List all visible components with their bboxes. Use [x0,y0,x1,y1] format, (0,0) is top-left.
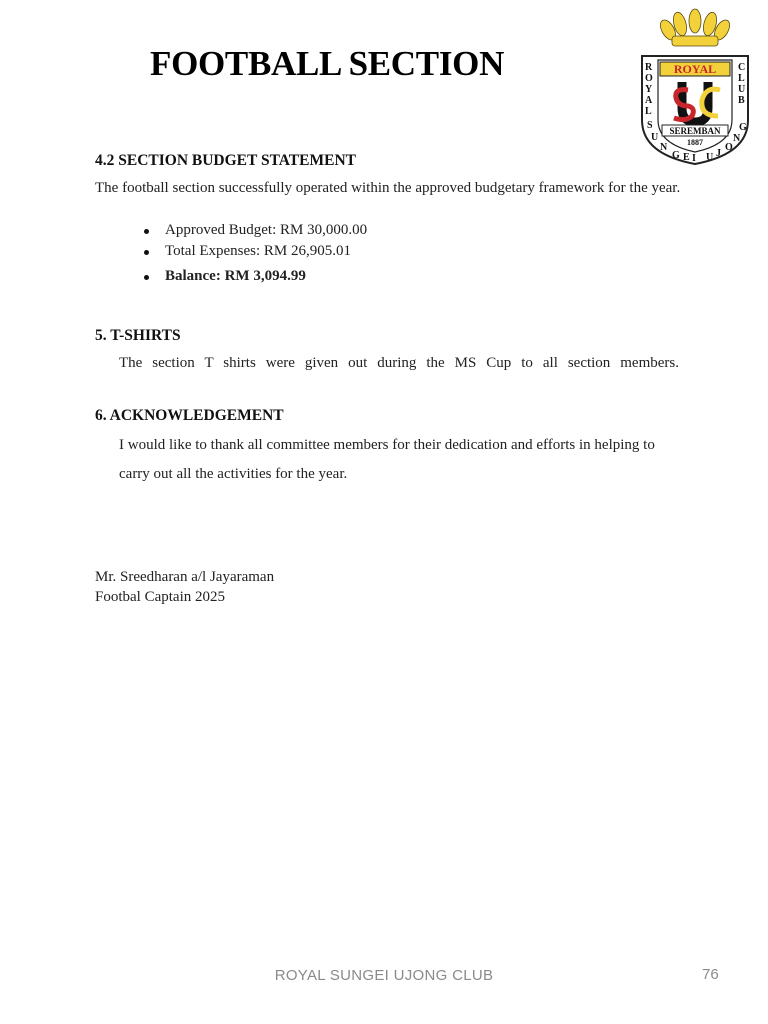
tshirts-text: The section T shirts were given out during the MS Cup to all section members. [119,355,679,371]
crest-banner-text: ROYAL [673,62,717,76]
crest-letter: L [645,106,652,117]
crest-letter: L [738,73,745,84]
crest-letter: O [725,142,733,153]
acknowledgement-heading: 6. ACKNOWLEDGEMENT [95,407,284,424]
crest-letter: C [738,62,746,73]
crest-letter: S [647,120,653,131]
page-number: 76 [702,966,719,983]
crest-letter: Y [645,84,653,95]
budget-item-approved: Approved Budget: RM 30,000.00 [142,222,367,239]
crest-letter: U [738,84,746,95]
crest-letter: G [739,122,747,133]
crest-letter: O [645,73,653,84]
signatory-role: Footbal Captain 2025 [95,589,225,605]
budget-intro: The football section successfully operated within the approved budgetary framework for the year. [95,180,681,196]
signatory-name: Mr. Sreedharan a/l Jayaraman [95,569,275,585]
crest-letter: U [706,152,714,163]
crest-place-text: SEREMBAN [669,126,721,136]
crest-letter: A [645,95,653,106]
crest-letter: N [733,133,741,144]
budget-item-balance: Balance: RM 3,094.99 [142,268,367,285]
crest-letter: G [672,150,680,161]
crest-letter: E [683,152,690,163]
signature-block [95,567,274,607]
crest-letter: R [645,62,653,73]
budget-list [142,222,367,285]
crest-letter: U [651,132,659,143]
budget-item-expenses: Total Expenses: RM 26,905.01 [142,243,367,260]
crest-letter: B [738,95,745,106]
crest-letter: I [692,153,696,164]
crest-year-text: 1887 [687,138,703,147]
footer-club-name: ROYAL SUNGEI UJONG CLUB [274,967,494,984]
tshirts-heading: 5. T-SHIRTS [95,327,181,344]
budget-heading: 4.2 SECTION BUDGET STATEMENT [95,152,356,169]
crest-letter: J [716,148,721,159]
page-title: FOOTBALL SECTION [150,44,505,83]
crest-letter: N [660,142,668,153]
club-crest-logo [630,8,760,168]
acknowledgement-text: I would like to thank all committee members for their dedication and efforts in helping to carry out all the activities for the year. [119,437,655,482]
